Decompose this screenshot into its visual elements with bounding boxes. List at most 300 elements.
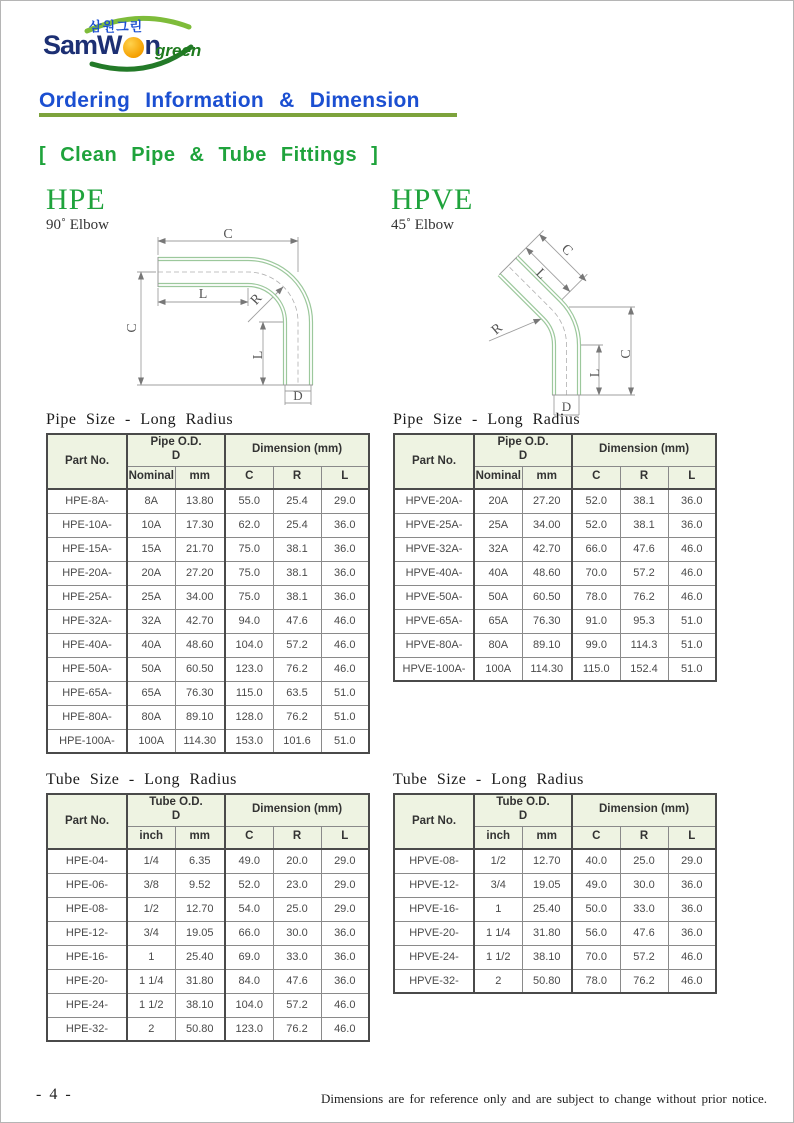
value-cell: 36.0	[321, 513, 369, 537]
value-cell: 65A	[474, 609, 522, 633]
part-no-header: Part No.	[394, 434, 474, 489]
value-cell: 49.0	[225, 849, 273, 873]
value-cell: 36.0	[321, 969, 369, 993]
value-cell: 25.40	[175, 945, 225, 969]
logo-korean-text: 삼원그린	[89, 19, 144, 34]
value-cell: 104.0	[225, 633, 273, 657]
value-cell: 1	[127, 945, 175, 969]
value-cell: 38.1	[273, 537, 321, 561]
table-row	[394, 969, 716, 993]
value-cell: 69.0	[225, 945, 273, 969]
value-cell: 31.80	[522, 921, 572, 945]
col-header: Nominal	[474, 466, 522, 489]
value-cell: 31.80	[175, 969, 225, 993]
title-underline	[39, 113, 457, 117]
value-cell: 30.0	[620, 873, 668, 897]
part-no-cell: HPE-04-	[47, 849, 127, 873]
dim-label-r: R	[488, 320, 506, 339]
value-cell: 94.0	[225, 609, 273, 633]
dimension-header: Dimension (mm)	[572, 434, 716, 466]
col-header: L	[668, 826, 716, 849]
value-cell: 46.0	[668, 945, 716, 969]
value-cell: 38.10	[522, 945, 572, 969]
value-cell: 66.0	[572, 537, 620, 561]
part-no-cell: HPVE-24-	[394, 945, 474, 969]
value-cell: 3/4	[127, 921, 175, 945]
value-cell: 25.4	[273, 489, 321, 513]
value-cell: 60.50	[522, 585, 572, 609]
value-cell: 51.0	[321, 729, 369, 753]
dim-label-d: D	[561, 399, 572, 414]
od-header	[474, 794, 572, 826]
value-cell: 29.0	[321, 873, 369, 897]
value-cell: 46.0	[668, 969, 716, 993]
value-cell: 50.80	[175, 1017, 225, 1041]
col-header: R	[620, 826, 668, 849]
value-cell: 114.30	[522, 657, 572, 681]
table-row	[47, 969, 369, 993]
value-cell: 49.0	[572, 873, 620, 897]
col-header: R	[273, 826, 321, 849]
page-title: Ordering Information & Dimension	[39, 89, 420, 112]
col-header: L	[321, 466, 369, 489]
value-cell: 29.0	[668, 849, 716, 873]
part-no-cell: HPE-40A-	[47, 633, 127, 657]
part-no-cell: HPVE-25A-	[394, 513, 474, 537]
value-cell: 13.80	[175, 489, 225, 513]
value-cell: 114.30	[175, 729, 225, 753]
col-header: R	[273, 466, 321, 489]
value-cell: 48.60	[522, 561, 572, 585]
value-cell: 36.0	[321, 537, 369, 561]
value-cell: 25A	[474, 513, 522, 537]
hpe-elbow-diagram	[123, 227, 373, 405]
value-cell: 1 1/4	[474, 921, 522, 945]
od-header-line1: Pipe O.D.	[150, 436, 202, 449]
value-cell: 51.0	[321, 681, 369, 705]
value-cell: 12.70	[175, 897, 225, 921]
section-title: [ Clean Pipe & Tube Fittings ]	[39, 144, 379, 166]
table-row	[394, 513, 716, 537]
table-row	[394, 633, 716, 657]
value-cell: 65A	[127, 681, 175, 705]
part-no-header: Part No.	[394, 794, 474, 849]
value-cell: 75.0	[225, 585, 273, 609]
value-cell: 20A	[127, 561, 175, 585]
value-cell: 3/8	[127, 873, 175, 897]
value-cell: 52.0	[572, 489, 620, 513]
value-cell: 75.0	[225, 537, 273, 561]
col-header: L	[668, 466, 716, 489]
value-cell: 36.0	[321, 561, 369, 585]
value-cell: 50A	[474, 585, 522, 609]
table-row	[394, 873, 716, 897]
value-cell: 38.1	[620, 489, 668, 513]
part-no-cell: HPVE-32A-	[394, 537, 474, 561]
part-no-cell: HPE-10A-	[47, 513, 127, 537]
value-cell: 42.70	[175, 609, 225, 633]
part-no-cell: HPE-100A-	[47, 729, 127, 753]
hpve-tube-section	[393, 771, 723, 994]
part-no-cell: HPE-8A-	[47, 489, 127, 513]
table-row	[47, 609, 369, 633]
value-cell: 66.0	[225, 921, 273, 945]
value-cell: 48.60	[175, 633, 225, 657]
value-cell: 70.0	[572, 945, 620, 969]
part-no-header: Part No.	[47, 794, 127, 849]
dim-label-d: D	[293, 388, 303, 403]
od-header-line2: D	[171, 810, 181, 823]
dimension-header: Dimension (mm)	[225, 794, 369, 826]
col-header: mm	[522, 826, 572, 849]
value-cell: 20A	[474, 489, 522, 513]
value-cell: 8A	[127, 489, 175, 513]
value-cell: 38.1	[620, 513, 668, 537]
table-row	[47, 513, 369, 537]
part-no-cell: HPE-16-	[47, 945, 127, 969]
table-row	[394, 921, 716, 945]
value-cell: 47.6	[620, 921, 668, 945]
value-cell: 34.00	[522, 513, 572, 537]
value-cell: 153.0	[225, 729, 273, 753]
value-cell: 19.05	[175, 921, 225, 945]
product-hpe	[46, 183, 109, 234]
value-cell: 80A	[127, 705, 175, 729]
value-cell: 76.2	[273, 1017, 321, 1041]
value-cell: 33.0	[273, 945, 321, 969]
part-no-cell: HPVE-32-	[394, 969, 474, 993]
value-cell: 1 1/2	[474, 945, 522, 969]
value-cell: 47.6	[273, 609, 321, 633]
value-cell: 30.0	[273, 921, 321, 945]
part-no-cell: HPVE-50A-	[394, 585, 474, 609]
dim-label-c: C	[558, 241, 576, 259]
part-no-cell: HPE-08-	[47, 897, 127, 921]
dim-label-l: L	[588, 368, 603, 378]
table-row	[47, 1017, 369, 1041]
table-row	[47, 873, 369, 897]
dim-label-r: R	[247, 291, 266, 309]
table-row	[394, 657, 716, 681]
dimension-header: Dimension (mm)	[225, 434, 369, 466]
value-cell: 10A	[127, 513, 175, 537]
part-no-cell: HPE-65A-	[47, 681, 127, 705]
value-cell: 75.0	[225, 561, 273, 585]
part-no-cell: HPE-12-	[47, 921, 127, 945]
value-cell: 46.0	[668, 537, 716, 561]
value-cell: 15A	[127, 537, 175, 561]
dim-label-l: L	[532, 266, 549, 283]
product-code: HPVE	[391, 183, 474, 216]
value-cell: 9.52	[175, 873, 225, 897]
value-cell: 152.4	[620, 657, 668, 681]
value-cell: 91.0	[572, 609, 620, 633]
value-cell: 57.2	[620, 945, 668, 969]
pipe-outline	[158, 257, 313, 385]
value-cell: 25.4	[273, 513, 321, 537]
col-header: C	[572, 466, 620, 489]
hpe-pipe-table	[46, 433, 370, 754]
dim-label-l: L	[198, 287, 208, 302]
table-heading: Tube Size - Long Radius	[46, 771, 237, 788]
value-cell: 36.0	[668, 873, 716, 897]
value-cell: 76.2	[620, 585, 668, 609]
value-cell: 63.5	[273, 681, 321, 705]
od-header-line2: D	[518, 450, 528, 463]
part-no-cell: HPVE-20-	[394, 921, 474, 945]
value-cell: 78.0	[572, 969, 620, 993]
value-cell: 115.0	[572, 657, 620, 681]
value-cell: 57.2	[273, 633, 321, 657]
value-cell: 1/2	[127, 897, 175, 921]
value-cell: 1 1/4	[127, 969, 175, 993]
value-cell: 25A	[127, 585, 175, 609]
value-cell: 36.0	[668, 897, 716, 921]
part-no-cell: HPE-06-	[47, 873, 127, 897]
dimension-header: Dimension (mm)	[572, 794, 716, 826]
value-cell: 115.0	[225, 681, 273, 705]
col-header: C	[572, 826, 620, 849]
hpe-tube-section	[46, 771, 376, 1042]
value-cell: 89.10	[175, 705, 225, 729]
value-cell: 23.0	[273, 873, 321, 897]
value-cell: 1 1/2	[127, 993, 175, 1017]
col-header: Nominal	[127, 466, 175, 489]
value-cell: 42.70	[522, 537, 572, 561]
table-row	[47, 561, 369, 585]
dim-label-c: C	[223, 227, 233, 242]
table-heading: Pipe Size - Long Radius	[46, 411, 234, 428]
value-cell: 38.1	[273, 585, 321, 609]
col-header: L	[321, 826, 369, 849]
value-cell: 51.0	[668, 609, 716, 633]
table-row	[47, 585, 369, 609]
value-cell: 123.0	[225, 1017, 273, 1041]
value-cell: 50.80	[522, 969, 572, 993]
value-cell: 36.0	[668, 921, 716, 945]
value-cell: 40A	[127, 633, 175, 657]
table-row	[394, 561, 716, 585]
part-no-cell: HPE-32-	[47, 1017, 127, 1041]
samwon-logo	[37, 13, 202, 77]
value-cell: 25.0	[273, 897, 321, 921]
value-cell: 62.0	[225, 513, 273, 537]
value-cell: 34.00	[175, 585, 225, 609]
table-row	[47, 705, 369, 729]
table-heading: Pipe Size - Long Radius	[393, 411, 581, 428]
part-no-cell: HPE-50A-	[47, 657, 127, 681]
value-cell: 89.10	[522, 633, 572, 657]
value-cell: 17.30	[175, 513, 225, 537]
value-cell: 47.6	[273, 969, 321, 993]
hpve-elbow-diagram	[459, 227, 709, 419]
logo-brand-left: SamW	[43, 30, 122, 60]
value-cell: 29.0	[321, 489, 369, 513]
part-no-cell: HPE-15A-	[47, 537, 127, 561]
value-cell: 104.0	[225, 993, 273, 1017]
od-header	[127, 434, 225, 466]
value-cell: 38.1	[273, 561, 321, 585]
value-cell: 95.3	[620, 609, 668, 633]
part-no-cell: HPVE-16-	[394, 897, 474, 921]
od-header-line1: Tube O.D.	[496, 796, 550, 809]
table-row	[394, 849, 716, 873]
value-cell: 32A	[474, 537, 522, 561]
page-number: - 4 -	[36, 1086, 73, 1103]
table-row	[47, 945, 369, 969]
value-cell: 29.0	[321, 897, 369, 921]
table-row	[394, 897, 716, 921]
table-row	[394, 537, 716, 561]
value-cell: 27.20	[175, 561, 225, 585]
hpve-pipe-table	[393, 433, 717, 682]
part-no-cell: HPE-24-	[47, 993, 127, 1017]
value-cell: 38.10	[175, 993, 225, 1017]
value-cell: 50.0	[572, 897, 620, 921]
value-cell: 25.40	[522, 897, 572, 921]
value-cell: 36.0	[668, 489, 716, 513]
table-row	[47, 993, 369, 1017]
value-cell: 1/4	[127, 849, 175, 873]
value-cell: 1	[474, 897, 522, 921]
col-header: mm	[522, 466, 572, 489]
table-row	[47, 633, 369, 657]
part-no-cell: HPE-20-	[47, 969, 127, 993]
value-cell: 101.6	[273, 729, 321, 753]
value-cell: 123.0	[225, 657, 273, 681]
value-cell: 3/4	[474, 873, 522, 897]
value-cell: 32A	[127, 609, 175, 633]
value-cell: 12.70	[522, 849, 572, 873]
value-cell: 50A	[127, 657, 175, 681]
value-cell: 6.35	[175, 849, 225, 873]
value-cell: 70.0	[572, 561, 620, 585]
logo-tagline: green	[155, 41, 202, 60]
part-no-cell: HPE-20A-	[47, 561, 127, 585]
dim-label-c: C	[125, 323, 140, 333]
value-cell: 36.0	[668, 513, 716, 537]
value-cell: 27.20	[522, 489, 572, 513]
table-row	[394, 609, 716, 633]
col-header: mm	[175, 466, 225, 489]
value-cell: 76.2	[620, 969, 668, 993]
value-cell: 46.0	[321, 633, 369, 657]
value-cell: 46.0	[668, 561, 716, 585]
od-header-line1: Tube O.D.	[149, 796, 203, 809]
value-cell: 51.0	[668, 633, 716, 657]
col-header: C	[225, 466, 273, 489]
table-row	[47, 897, 369, 921]
col-header: inch	[127, 826, 175, 849]
value-cell: 46.0	[668, 585, 716, 609]
value-cell: 51.0	[321, 705, 369, 729]
value-cell: 84.0	[225, 969, 273, 993]
part-no-cell: HPVE-65A-	[394, 609, 474, 633]
value-cell: 60.50	[175, 657, 225, 681]
value-cell: 54.0	[225, 897, 273, 921]
logo-brand-text	[43, 30, 160, 61]
logo-brand-right: n	[144, 30, 161, 60]
table-row	[47, 657, 369, 681]
dim-label-l: L	[251, 350, 266, 360]
value-cell: 36.0	[321, 585, 369, 609]
part-no-cell: HPVE-12-	[394, 873, 474, 897]
table-row	[47, 729, 369, 753]
logo-orange-dot-icon	[123, 37, 144, 58]
table-row	[47, 921, 369, 945]
value-cell: 40.0	[572, 849, 620, 873]
value-cell: 76.2	[273, 657, 321, 681]
value-cell: 114.3	[620, 633, 668, 657]
part-no-cell: HPE-32A-	[47, 609, 127, 633]
od-header-line1: Pipe O.D.	[497, 436, 549, 449]
footer-note: Dimensions are for reference only and are subject to change without prior notice.	[321, 1091, 767, 1106]
part-no-header: Part No.	[47, 434, 127, 489]
table-heading: Tube Size - Long Radius	[393, 771, 584, 788]
hpve-tube-table	[393, 793, 717, 994]
dimension-lines	[489, 230, 635, 415]
value-cell: 20.0	[273, 849, 321, 873]
hpe-pipe-section	[46, 411, 376, 754]
part-no-cell: HPVE-80A-	[394, 633, 474, 657]
value-cell: 99.0	[572, 633, 620, 657]
value-cell: 100A	[474, 657, 522, 681]
value-cell: 46.0	[321, 1017, 369, 1041]
product-subtitle: 45˚ Elbow	[391, 217, 454, 233]
part-no-cell: HPVE-08-	[394, 849, 474, 873]
product-code: HPE	[46, 183, 106, 216]
hpe-tube-table	[46, 793, 370, 1042]
value-cell: 1/2	[474, 849, 522, 873]
value-cell: 21.70	[175, 537, 225, 561]
col-header: C	[225, 826, 273, 849]
value-cell: 76.30	[175, 681, 225, 705]
table-row	[394, 585, 716, 609]
table-row	[47, 849, 369, 873]
dim-label-c: C	[619, 349, 634, 359]
value-cell: 46.0	[321, 993, 369, 1017]
od-header-line2: D	[518, 810, 528, 823]
value-cell: 25.0	[620, 849, 668, 873]
value-cell: 78.0	[572, 585, 620, 609]
value-cell: 47.6	[620, 537, 668, 561]
part-no-cell: HPVE-100A-	[394, 657, 474, 681]
value-cell: 51.0	[668, 657, 716, 681]
value-cell: 57.2	[620, 561, 668, 585]
table-row	[47, 489, 369, 513]
od-header-line2: D	[171, 450, 181, 463]
value-cell: 33.0	[620, 897, 668, 921]
od-header	[127, 794, 225, 826]
col-header: mm	[175, 826, 225, 849]
hpve-pipe-section	[393, 411, 723, 682]
value-cell: 128.0	[225, 705, 273, 729]
value-cell: 36.0	[321, 921, 369, 945]
value-cell: 57.2	[273, 993, 321, 1017]
value-cell: 29.0	[321, 849, 369, 873]
value-cell: 55.0	[225, 489, 273, 513]
value-cell: 46.0	[321, 657, 369, 681]
value-cell: 76.30	[522, 609, 572, 633]
value-cell: 19.05	[522, 873, 572, 897]
value-cell: 100A	[127, 729, 175, 753]
part-no-cell: HPE-80A-	[47, 705, 127, 729]
od-header	[474, 434, 572, 466]
part-no-cell: HPVE-20A-	[394, 489, 474, 513]
value-cell: 46.0	[321, 609, 369, 633]
table-row	[47, 537, 369, 561]
product-subtitle: 90˚ Elbow	[46, 217, 109, 233]
